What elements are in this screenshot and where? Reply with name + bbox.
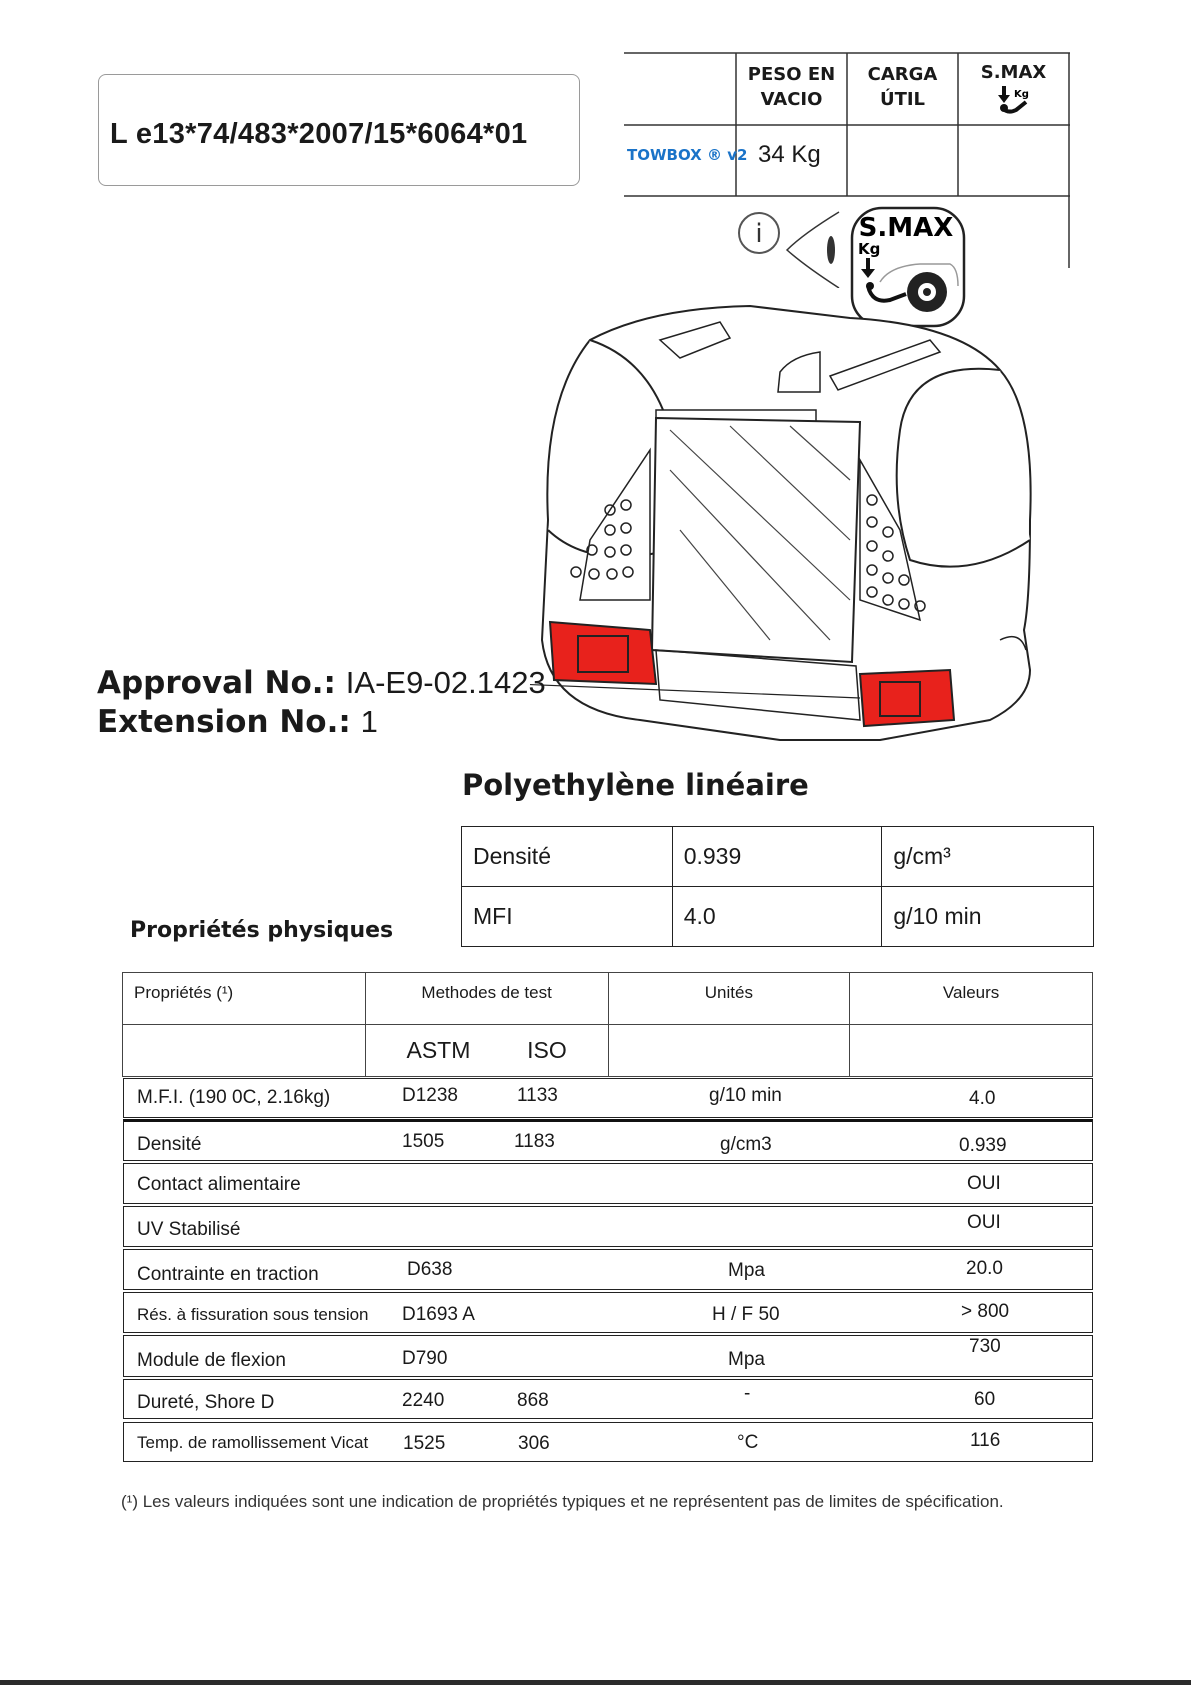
- material-row: [462, 827, 1094, 887]
- extension-value: 1: [360, 704, 378, 739]
- approval-label: Approval No.:: [97, 665, 336, 701]
- header-peso-line2: VACIO: [760, 89, 823, 110]
- physical-title: Propriétés physiques: [130, 918, 394, 943]
- prop-astm: D790: [402, 1348, 448, 1369]
- prop-astm: D638: [407, 1259, 453, 1280]
- material-value: 0.939: [672, 827, 882, 887]
- table-row: [123, 1292, 1093, 1333]
- prop-iso: 306: [518, 1433, 550, 1454]
- prop-value: 60: [974, 1389, 996, 1410]
- table-row: [123, 1119, 1093, 1161]
- prop-astm: 1525: [403, 1433, 446, 1454]
- material-name: Densité: [462, 827, 673, 887]
- prop-iso: 868: [517, 1390, 549, 1411]
- header-carga-util: [847, 62, 958, 112]
- physical-header-table: [122, 972, 1093, 1077]
- prop-name: M.F.I. (190 0C, 2.16kg): [137, 1087, 331, 1108]
- material-value: 4.0: [672, 887, 882, 947]
- approval-value: IA-E9-02.1423: [345, 665, 546, 700]
- header-value: Valeurs: [850, 973, 1093, 1025]
- prop-name: Densité: [137, 1134, 202, 1155]
- info-symbol: i: [755, 219, 763, 249]
- tow-load-icon: [994, 84, 1034, 118]
- prop-unit: -: [744, 1383, 751, 1404]
- table-row: [123, 1335, 1093, 1377]
- prop-name: Module de flexion: [137, 1350, 286, 1371]
- header-smax-unit: Kg: [1013, 89, 1029, 100]
- prop-astm: 2240: [402, 1390, 445, 1411]
- prop-name: Temp. de ramollissement Vicat: [137, 1433, 369, 1452]
- prop-unit: °C: [737, 1432, 759, 1453]
- prop-name: Contrainte en traction: [137, 1264, 319, 1285]
- subheader-astm: ASTM: [406, 1037, 471, 1063]
- prop-value: 730: [969, 1336, 1001, 1357]
- header-method: Methodes de test: [365, 973, 608, 1025]
- prop-value: > 800: [961, 1301, 1010, 1322]
- extension-label: Extension No.:: [97, 704, 351, 740]
- prop-astm: 1505: [402, 1131, 445, 1152]
- info-eye-icon: [735, 208, 845, 288]
- prop-value: 0.939: [959, 1135, 1007, 1156]
- towbox-illustration: [530, 300, 1105, 750]
- prop-unit: g/10 min: [709, 1085, 782, 1106]
- material-table: [461, 826, 1094, 947]
- material-row: [462, 887, 1094, 947]
- header-smax: [958, 62, 1069, 123]
- prop-unit: g/cm3: [720, 1134, 772, 1155]
- subheader-iso: ISO: [527, 1037, 567, 1063]
- header-carga-line1: CARGA: [867, 64, 938, 85]
- prop-value: OUI: [967, 1173, 1001, 1194]
- table-row: [123, 1206, 1093, 1247]
- header-unit: Unités: [608, 973, 850, 1025]
- footnote: (¹) Les valeurs indiquées sont une indication de propriétés typiques et ne représentent pas de limites de spécification.: [121, 1492, 1004, 1511]
- homologation-label: L e13*74/483*2007/15*6064*01: [110, 118, 528, 150]
- table-row: [123, 1422, 1093, 1462]
- product-name: TOWBOX ® v2: [627, 146, 748, 164]
- prop-unit: H / F 50: [712, 1304, 780, 1325]
- prop-name: UV Stabilisé: [137, 1219, 241, 1240]
- prop-value: 116: [970, 1430, 1001, 1451]
- table-row: [123, 1249, 1093, 1290]
- prop-value: 4.0: [969, 1088, 996, 1109]
- table-row: [123, 1163, 1093, 1204]
- method-subheader: [365, 1025, 608, 1077]
- material-unit: g/10 min: [882, 887, 1094, 947]
- header-smax-label: S.MAX: [980, 62, 1047, 83]
- prop-astm: D1238: [402, 1085, 458, 1106]
- prop-value: 20.0: [966, 1258, 1003, 1279]
- prop-name: Rés. à fissuration sous tension: [137, 1305, 369, 1324]
- material-name: MFI: [462, 887, 673, 947]
- extension-number: [97, 704, 378, 740]
- empty-weight-value: 34 Kg: [758, 141, 821, 168]
- smax-icon-label: S.MAX: [858, 213, 954, 243]
- header-prop: Propriétés (¹): [123, 973, 366, 1025]
- prop-iso: 1133: [517, 1085, 558, 1106]
- header-peso-line1: PESO EN: [747, 64, 836, 85]
- prop-unit: Mpa: [728, 1260, 765, 1281]
- header-peso-en-vacio: [736, 62, 847, 112]
- approval-number: [97, 665, 546, 701]
- table-row: [123, 1078, 1093, 1118]
- prop-iso: 1183: [514, 1131, 555, 1152]
- prop-astm: D1693 A: [402, 1304, 475, 1325]
- material-title: Polyethylène linéaire: [462, 768, 809, 802]
- page-bottom-edge: [0, 1680, 1191, 1685]
- material-unit: g/cm³: [882, 827, 1094, 887]
- prop-unit: Mpa: [728, 1349, 765, 1370]
- prop-value: OUI: [967, 1212, 1001, 1233]
- smax-icon-unit: Kg: [858, 240, 881, 258]
- header-carga-line2: ÚTIL: [879, 89, 926, 110]
- prop-name: Dureté, Shore D: [137, 1392, 275, 1413]
- table-row: [123, 1379, 1093, 1419]
- prop-name: Contact alimentaire: [137, 1174, 301, 1195]
